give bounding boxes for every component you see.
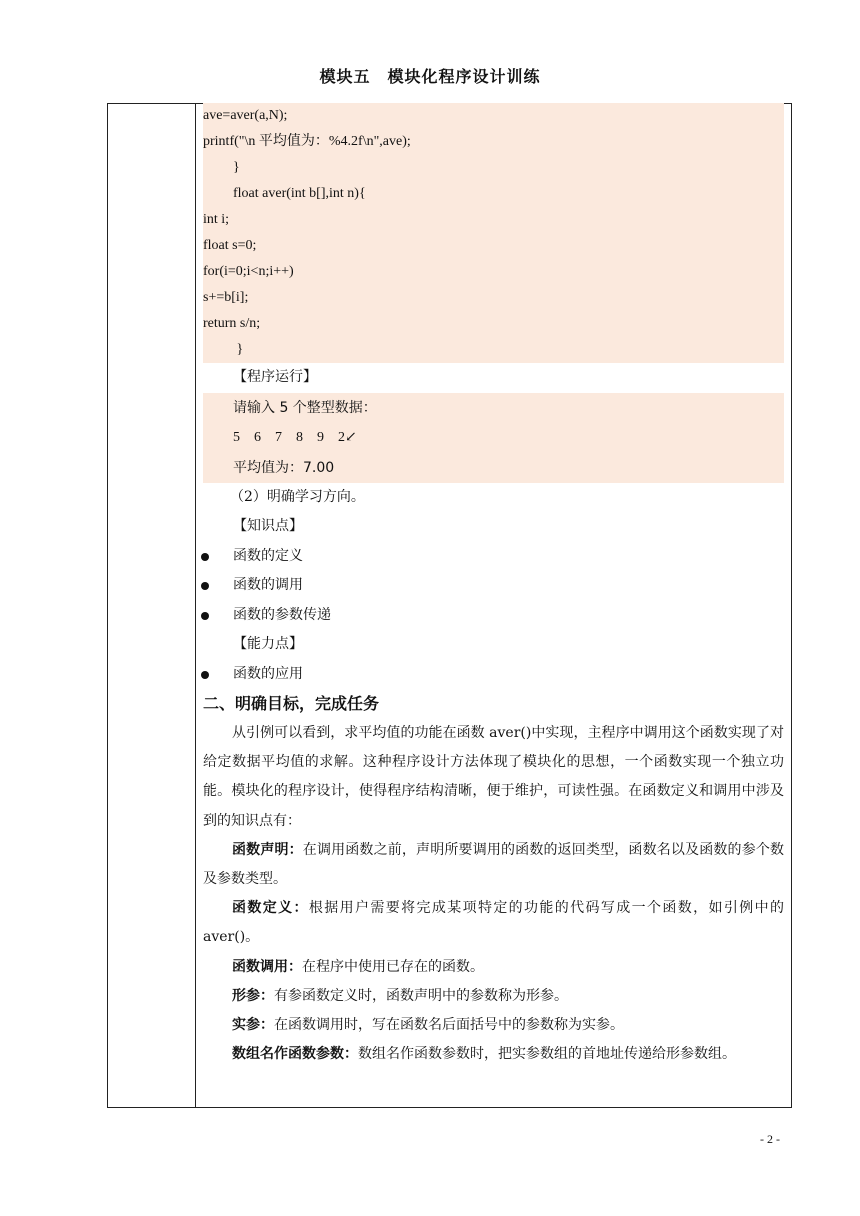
knowledge-item-text: 函数的调用 [233, 577, 303, 593]
term-desc: 有参函数定义时，函数声明中的参数称为形参。 [274, 987, 568, 1004]
code-line: } [233, 160, 240, 175]
term-name: 形参： [232, 987, 274, 1004]
run-label: 【程序运行】 [233, 369, 317, 385]
bullet-icon [201, 582, 209, 590]
knowledge-item [203, 542, 784, 572]
code-line: s+=b[i]; [203, 290, 249, 305]
code-line: ave=aver(a,N); [203, 108, 288, 123]
code-line: float aver(int b[],int n){ [233, 186, 366, 201]
term-name: 函数定义： [232, 900, 309, 917]
page-header-title: 模块五 模块化程序设计训练 [319, 67, 541, 86]
term-paragraph [203, 894, 784, 952]
code-block [203, 103, 784, 363]
run-output-line: 请输入 5 个整型数据： [233, 399, 377, 416]
page-number: - 2 - [760, 1132, 780, 1146]
term-desc: 在程序中使用已存在的函数。 [302, 958, 484, 975]
ability-item-text: 函数的应用 [233, 665, 303, 682]
main-content [203, 103, 784, 1069]
term-name: 实参： [232, 1017, 274, 1034]
run-output-line: 平均值为：7.00 [233, 459, 335, 476]
term-name: 函数调用： [232, 958, 302, 975]
bullet-icon [201, 553, 209, 561]
run-output-block [203, 393, 784, 483]
knowledge-item-text: 函数的参数传递 [233, 606, 331, 623]
code-line: float s=0; [203, 238, 257, 253]
term-desc: 根据用户需要将完成某项特定的功能的代码写成一个函数，如引例中的 aver()。 [203, 900, 785, 946]
term-paragraph [203, 836, 784, 894]
code-line: int i; [203, 212, 230, 227]
code-line: printf("\n 平均值为：%4.2f\n",ave); [203, 134, 411, 149]
ability-item [203, 660, 784, 690]
knowledge-item-text: 函数的定义 [233, 547, 303, 564]
knowledge-label: 【知识点】 [233, 518, 303, 534]
term-name: 数组名作函数参数： [232, 1046, 358, 1063]
table-column-divider [195, 103, 196, 1108]
term-desc: 在函数调用时，写在函数名后面括号中的参数称为实参。 [274, 1017, 624, 1034]
code-line: for(i=0;i<n;i++) [203, 264, 294, 279]
term-paragraph [203, 982, 784, 1011]
term-name: 函数声明： [232, 841, 303, 858]
term-desc: 在调用函数之前，声明所要调用的函数的返回类型，函数名以及函数的参个数及参数类型。 [203, 841, 785, 888]
knowledge-item [203, 601, 784, 631]
bullet-icon [201, 612, 209, 620]
section-title: 二、明确目标，完成任务 [203, 694, 380, 713]
run-output-line: 5 6 7 8 9 2↙ [233, 429, 357, 445]
intro-paragraph: 从引例可以看到，求平均值的功能在函数 aver()中实现，主程序中调用这个函数实现了对给定数据平均值的求解。这种程序设计方法体现了模块化的思想，一个函数实现一个独立功能。模块化的程序设计，使得程序结构清晰，便于维护，可读性强。在函数定义和调用中涉及到的知识点有： [203, 725, 784, 829]
term-paragraph [203, 953, 784, 982]
knowledge-item [203, 571, 784, 601]
bullet-icon [201, 671, 209, 679]
step-heading: （2）明确学习方向。 [230, 488, 365, 505]
term-paragraph [203, 1040, 784, 1069]
code-line: return s/n; [203, 316, 261, 331]
term-paragraph [203, 1011, 784, 1040]
term-desc: 数组名作函数参数时，把实参数组的首地址传递给形参数组。 [358, 1046, 736, 1063]
code-line: } [233, 342, 244, 357]
ability-label: 【能力点】 [233, 636, 303, 652]
